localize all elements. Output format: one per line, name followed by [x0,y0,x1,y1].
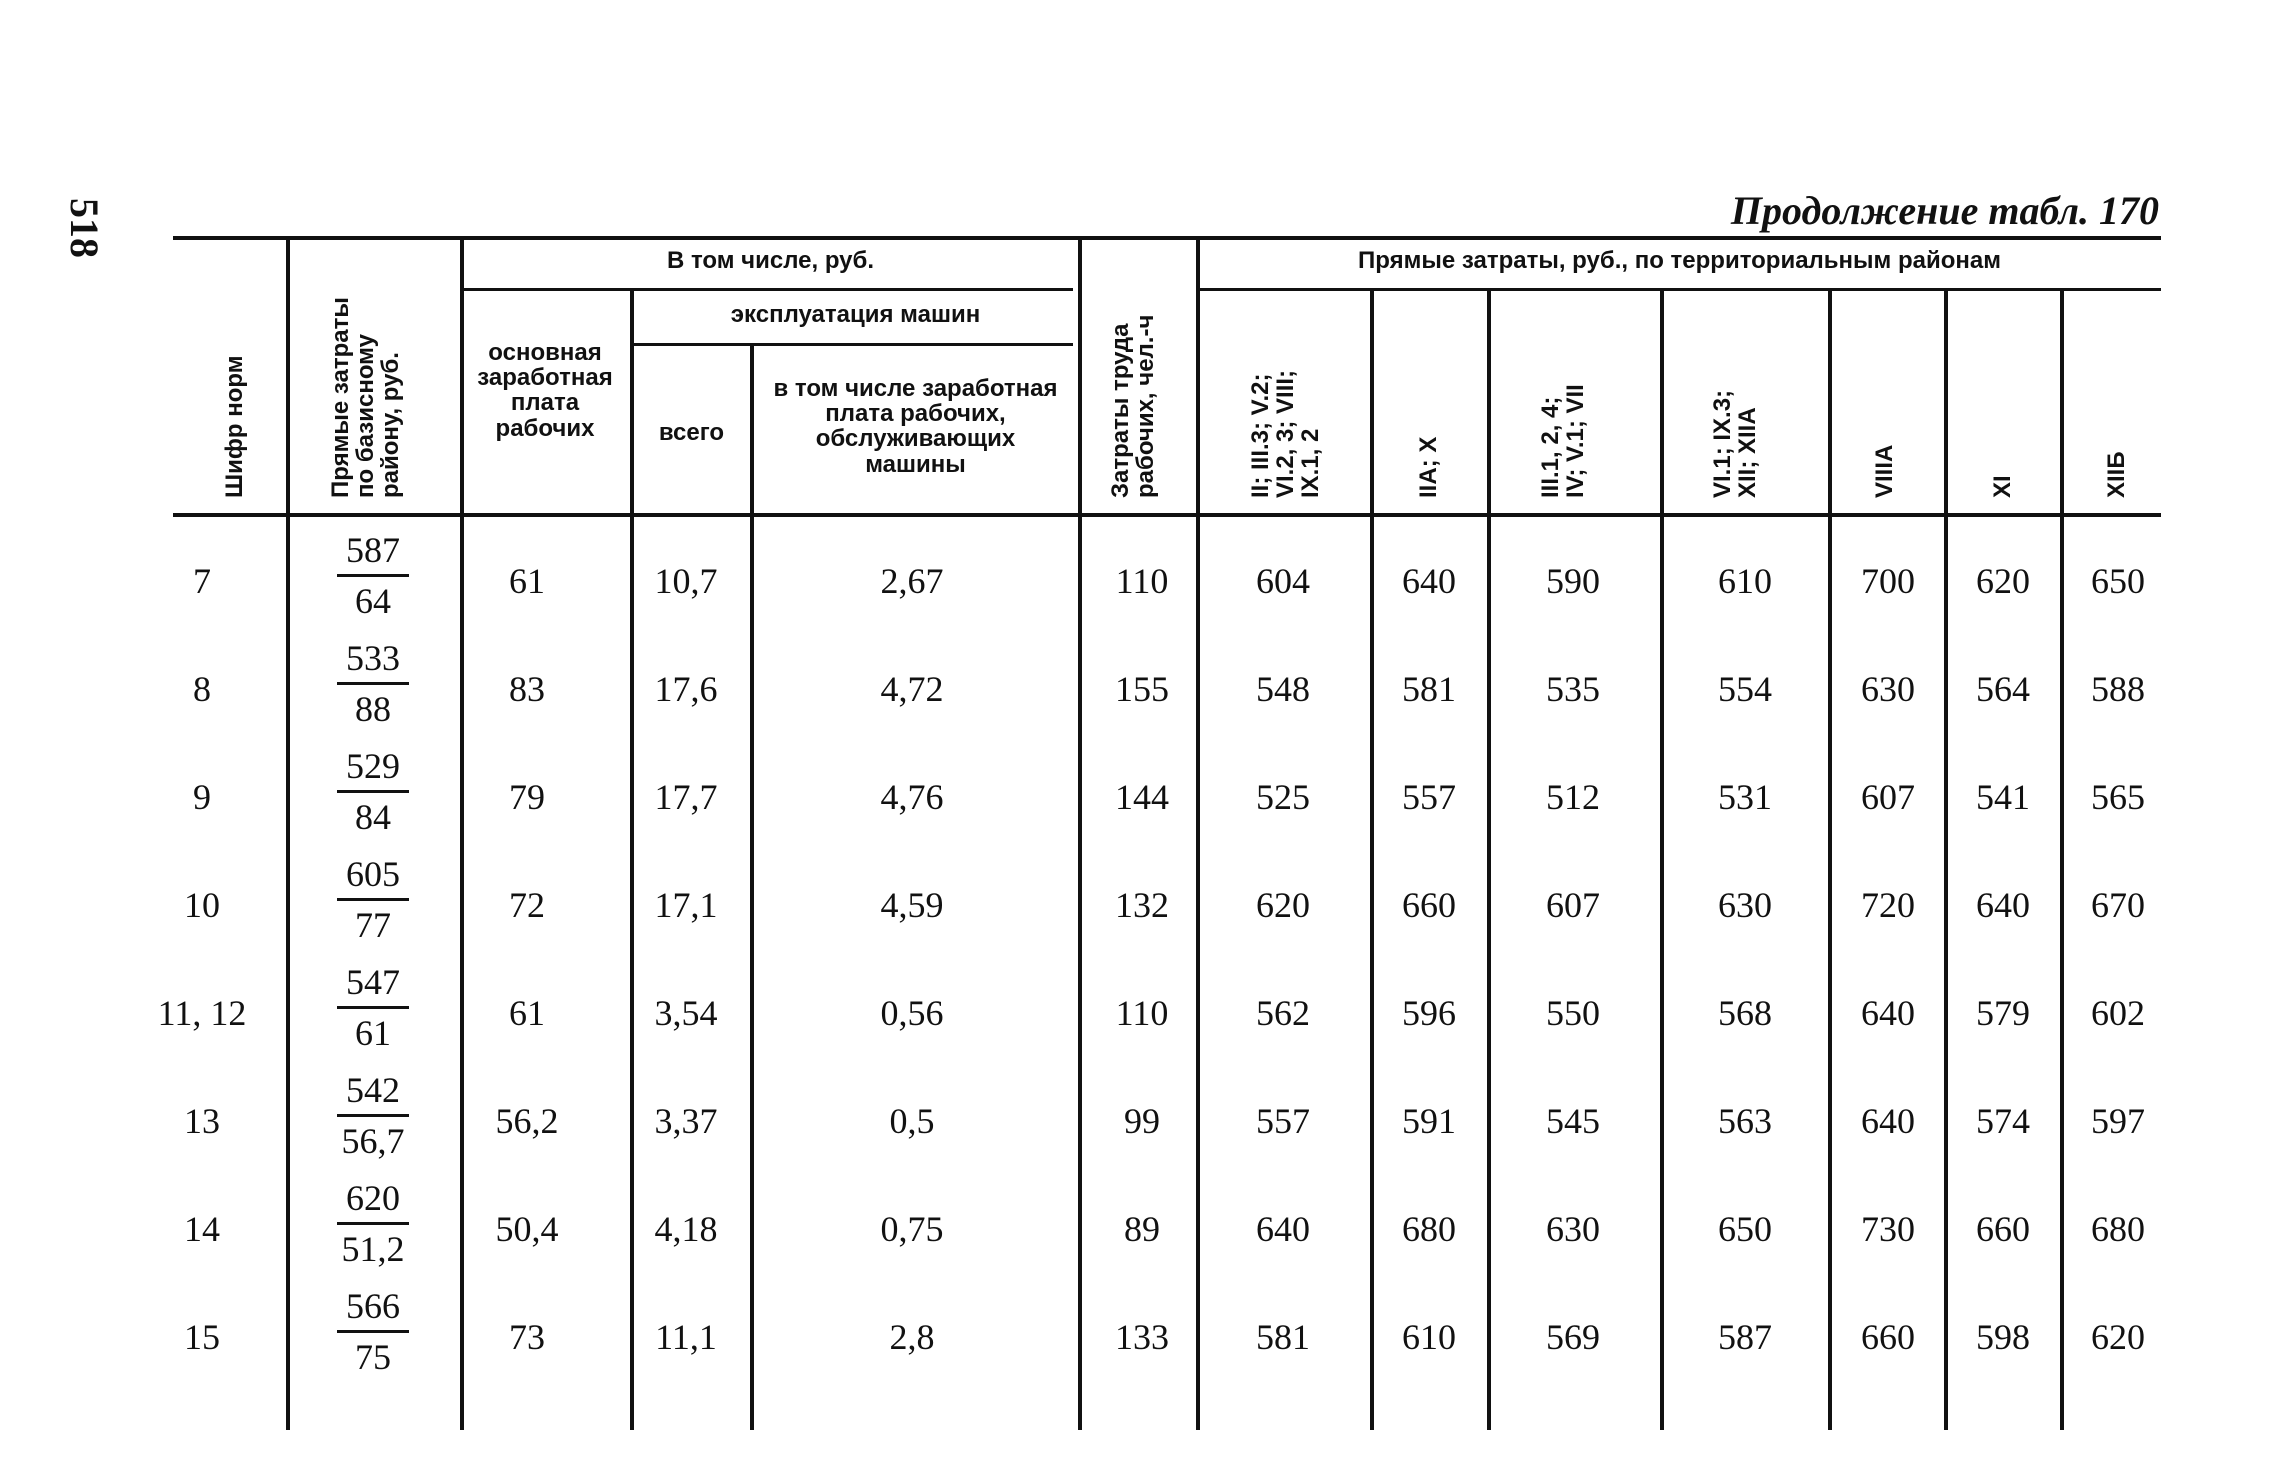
row-region-2: 581 [1402,669,1456,709]
fraction-bar [337,1222,409,1225]
header-total: всего [658,419,725,446]
row-code: 11, 12 [157,993,247,1033]
fraction-numerator: 620 [346,1178,400,1218]
header-territorial-group: Прямые затраты, руб., по территориальным районам [1358,247,2001,274]
fraction-bar [337,898,409,901]
row-region-6: 579 [1976,993,2030,1033]
col-divider [1660,291,1664,1430]
header-region-2: IIА; X [1415,436,1442,498]
row-region-4: 554 [1718,669,1772,709]
header-region-1: II; III.3; V.2; VI.2, 3; VIII; IX.1, 2 [1247,369,1325,498]
row-region-7: 670 [2091,885,2145,925]
col-divider [460,240,464,1430]
header-region-5: VIIIА [1871,444,1898,498]
fraction-numerator: 566 [346,1286,400,1326]
row-code: 15 [184,1317,220,1357]
row-region-3: 607 [1546,885,1600,925]
header-machine-wages: в том числе заработная плата рабочих, обслуживающих машины [773,375,1058,478]
row-region-3: 545 [1546,1101,1600,1141]
col-divider [286,240,290,1430]
row-region-4: 531 [1718,777,1772,817]
col-divider [1944,291,1948,1430]
row-basic-wage: 50,4 [495,1209,559,1249]
fraction-denominator: 75 [355,1337,391,1377]
row-region-4: 650 [1718,1209,1772,1249]
including-rule [463,288,1073,291]
row-basic-wage: 72 [509,885,545,925]
col-divider [630,291,634,1430]
fraction-denominator: 77 [355,905,391,945]
top-rule [173,236,2161,240]
row-region-1: 525 [1256,777,1310,817]
row-machine-total: 4,18 [654,1209,718,1249]
col-divider [1078,240,1082,1430]
fraction-numerator: 547 [346,962,400,1002]
row-region-3: 512 [1546,777,1600,817]
header-direct-costs-basic: Прямые затраты по базисному району, руб. [327,297,405,498]
row-region-6: 598 [1976,1317,2030,1357]
machine-rule [633,343,1073,346]
row-basic-wage: 79 [509,777,545,817]
fraction-bar [337,1330,409,1333]
fraction-denominator: 64 [355,581,391,621]
row-region-1: 604 [1256,561,1310,601]
fraction-denominator: 88 [355,689,391,729]
row-region-3: 590 [1546,561,1600,601]
header-region-4: VI.1; IX.3; XII; XIIА [1709,389,1762,498]
row-direct-cost-fraction [337,1180,409,1267]
row-labor: 99 [1124,1101,1160,1141]
row-region-1: 640 [1256,1209,1310,1249]
row-machine-total: 17,1 [654,885,718,925]
row-direct-cost-fraction [337,1072,409,1159]
header-region-7: XIIБ [2103,451,2130,498]
row-labor: 155 [1115,669,1169,709]
row-code: 10 [184,885,220,925]
row-region-6: 564 [1976,669,2030,709]
row-machine-wages: 0,56 [880,993,944,1033]
row-region-3: 535 [1546,669,1600,709]
row-code: 13 [184,1101,220,1141]
row-region-4: 563 [1718,1101,1772,1141]
row-code: 8 [193,669,211,709]
table-caption: Продолжение табл. 170 [1730,188,2159,233]
header-region-3: III.1, 2, 4; IV; V.1; VII [1537,384,1590,498]
col-divider [2060,291,2064,1430]
row-region-5: 700 [1861,561,1915,601]
row-code: 14 [184,1209,220,1249]
row-machine-wages: 0,5 [889,1101,935,1141]
col-divider [750,346,754,1430]
header-machine-operation: эксплуатация машин [730,301,981,328]
row-basic-wage: 73 [509,1317,545,1357]
row-code: 7 [193,561,211,601]
row-labor: 132 [1115,885,1169,925]
row-region-5: 640 [1861,1101,1915,1141]
row-basic-wage: 61 [509,993,545,1033]
row-region-6: 620 [1976,561,2030,601]
row-machine-wages: 2,8 [889,1317,935,1357]
row-machine-wages: 2,67 [880,561,944,601]
fraction-bar [337,790,409,793]
header-region-6: XI [1989,475,2016,498]
row-machine-total: 3,54 [654,993,718,1033]
row-region-7: 565 [2091,777,2145,817]
row-region-1: 620 [1256,885,1310,925]
row-region-4: 610 [1718,561,1772,601]
row-region-2: 610 [1402,1317,1456,1357]
row-region-3: 569 [1546,1317,1600,1357]
row-machine-total: 17,6 [654,669,718,709]
row-direct-cost-fraction [337,964,409,1051]
row-region-2: 680 [1402,1209,1456,1249]
row-region-2: 660 [1402,885,1456,925]
row-machine-total: 3,37 [654,1101,718,1141]
row-region-6: 574 [1976,1101,2030,1141]
fraction-numerator: 542 [346,1070,400,1110]
col-divider [1828,291,1832,1430]
row-region-2: 557 [1402,777,1456,817]
fraction-denominator: 61 [355,1013,391,1053]
col-divider [1370,291,1374,1430]
row-region-5: 730 [1861,1209,1915,1249]
row-direct-cost-fraction [337,532,409,619]
fraction-denominator: 51,2 [341,1229,405,1269]
row-region-3: 550 [1546,993,1600,1033]
row-region-4: 568 [1718,993,1772,1033]
fraction-denominator: 84 [355,797,391,837]
fraction-bar [337,574,409,577]
fraction-bar [337,682,409,685]
row-region-7: 602 [2091,993,2145,1033]
row-machine-wages: 4,72 [880,669,944,709]
row-region-2: 596 [1402,993,1456,1033]
row-region-5: 607 [1861,777,1915,817]
row-machine-total: 10,7 [654,561,718,601]
row-direct-cost-fraction [337,640,409,727]
row-labor: 89 [1124,1209,1160,1249]
row-region-2: 591 [1402,1101,1456,1141]
row-region-7: 650 [2091,561,2145,601]
row-region-5: 720 [1861,885,1915,925]
fraction-bar [337,1006,409,1009]
row-region-7: 597 [2091,1101,2145,1141]
row-machine-wages: 0,75 [880,1209,944,1249]
header-code: Шифр норм [221,355,248,498]
row-labor: 110 [1115,561,1169,601]
row-labor: 144 [1115,777,1169,817]
row-region-3: 630 [1546,1209,1600,1249]
fraction-denominator: 56,7 [341,1121,405,1161]
page-number: 518 [62,198,107,258]
row-basic-wage: 83 [509,669,545,709]
row-region-5: 640 [1861,993,1915,1033]
col-divider [1487,291,1491,1430]
header-basic-wages: основная заработная плата рабочих [477,339,613,442]
row-region-4: 630 [1718,885,1772,925]
row-region-2: 640 [1402,561,1456,601]
row-region-7: 680 [2091,1209,2145,1249]
row-machine-total: 17,7 [654,777,718,817]
row-machine-total: 11,1 [655,1317,717,1357]
row-region-7: 588 [2091,669,2145,709]
row-machine-wages: 4,76 [880,777,944,817]
row-region-1: 581 [1256,1317,1310,1357]
row-region-6: 640 [1976,885,2030,925]
header-including-rub: В том числе, руб. [666,247,875,274]
row-region-1: 557 [1256,1101,1310,1141]
fraction-bar [337,1114,409,1117]
row-direct-cost-fraction [337,1288,409,1375]
fraction-numerator: 533 [346,638,400,678]
row-labor: 133 [1115,1317,1169,1357]
row-region-6: 660 [1976,1209,2030,1249]
row-direct-cost-fraction [337,748,409,835]
row-region-1: 562 [1256,993,1310,1033]
row-region-1: 548 [1256,669,1310,709]
fraction-numerator: 605 [346,854,400,894]
fraction-numerator: 529 [346,746,400,786]
row-labor: 110 [1115,993,1169,1033]
row-region-7: 620 [2091,1317,2145,1357]
row-basic-wage: 61 [509,561,545,601]
row-region-5: 660 [1861,1317,1915,1357]
row-basic-wage: 56,2 [495,1101,559,1141]
fraction-numerator: 587 [346,530,400,570]
col-divider [1196,240,1200,1430]
row-machine-wages: 4,59 [880,885,944,925]
row-region-4: 587 [1718,1317,1772,1357]
header-bottom-rule [173,513,2161,517]
row-region-6: 541 [1976,777,2030,817]
row-region-5: 630 [1861,669,1915,709]
row-code: 9 [193,777,211,817]
header-labor-costs: Затраты труда рабочих, чел.-ч [1107,314,1160,498]
row-direct-cost-fraction [337,856,409,943]
territorial-rule [1198,288,2161,291]
